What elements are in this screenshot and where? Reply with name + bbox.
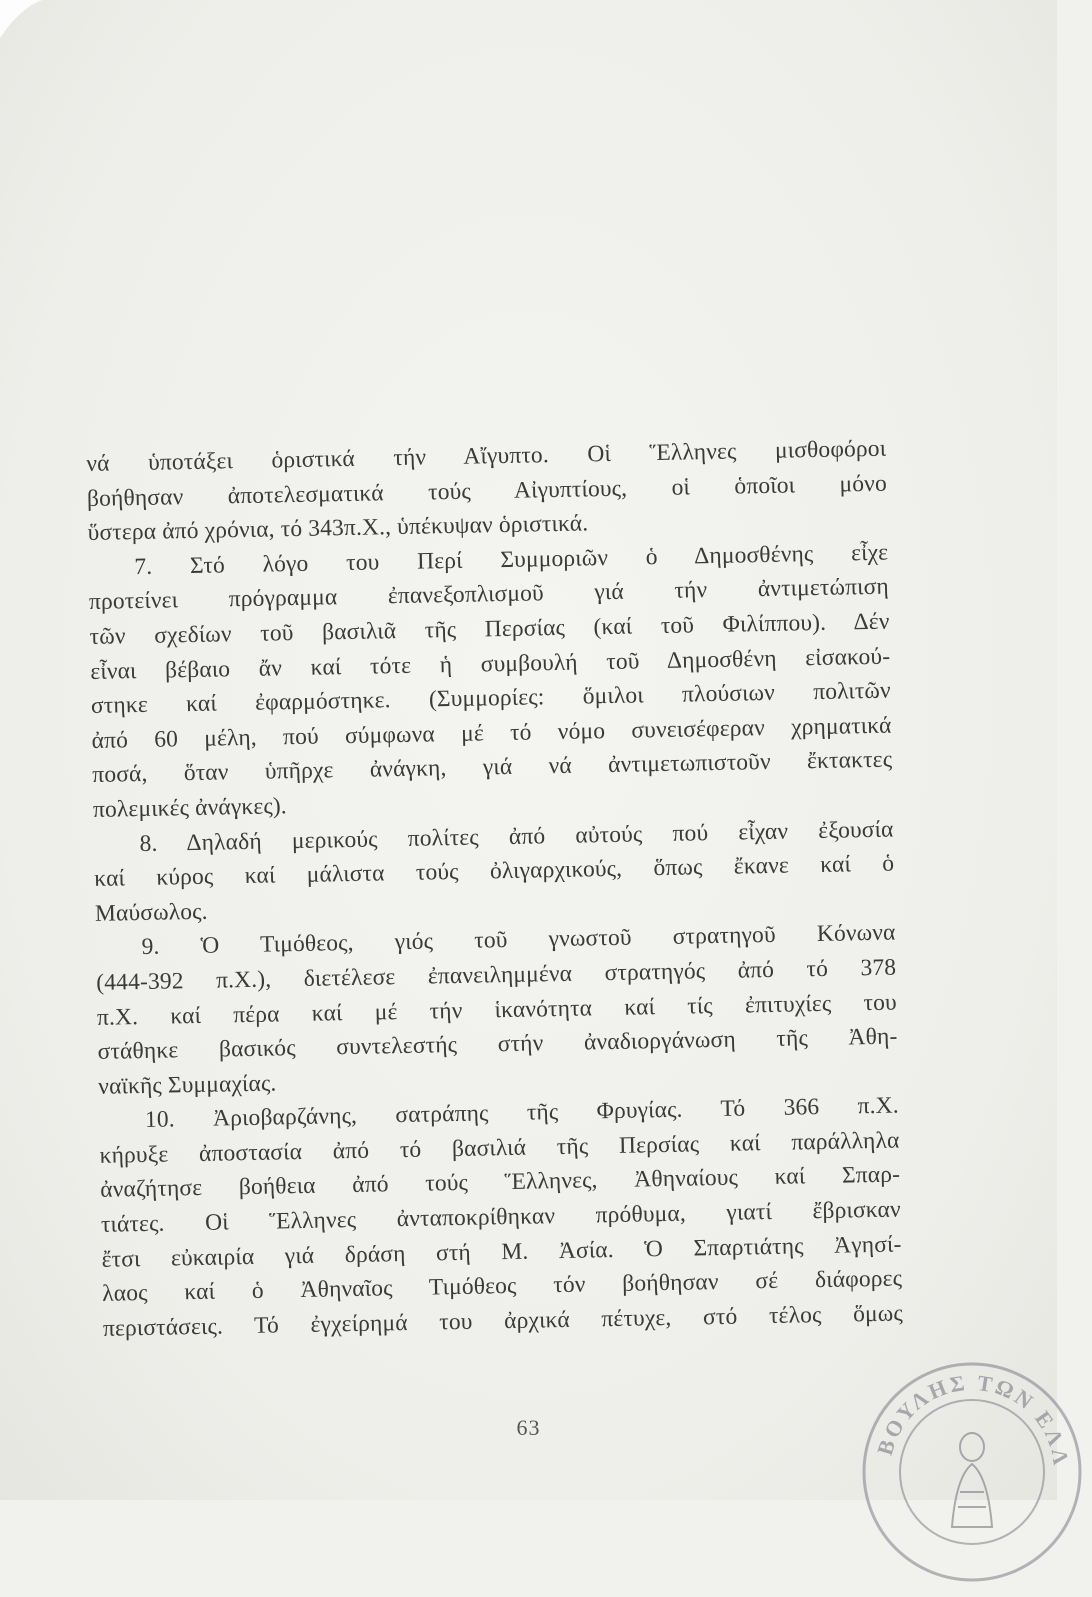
text-line: τῶν σχεδίων τοῦ βασιλιᾶ τῆς Περσίας (καί τοῦ Φιλίππου). Δέν bbox=[89, 608, 890, 650]
note-7-start: 7. Στό λόγο του Περί Συμμοριῶν ὁ Δημοσθένης εἶχε bbox=[134, 539, 889, 580]
text-line: λαος καί ὁ Ἀθηναῖος Τιμόθεος τόν βοήθησαν σέ διάφορες bbox=[102, 1265, 903, 1308]
text-line: τιάτες. Οἱ Ἕλληνες ἀνταποκρίθηκαν πρόθυμα, γιατί ἔβρισκαν bbox=[100, 1196, 902, 1238]
text-line: στάθηκε βασικός συντελεστής στήν ἀναδιοργάνωση τῆς Ἀθη- bbox=[97, 1023, 898, 1065]
text-line: ἀπό 60 μέλη, πού σύμφωνα μέ τό νόμο συνεισέφεραν χρηματικά bbox=[91, 712, 892, 754]
text-line: εἶναι βέβαιο ἄν καί τότε ἡ συμβουλή τοῦ Δημοσθένη εἰσακού- bbox=[90, 643, 891, 685]
text-line: περιστάσεις. Τό ἐγχείρημά του ἀρχικά πέτυχε, στό τέλος ὅμως bbox=[102, 1300, 904, 1342]
text-line: ἔτσι εὐκαιρία γιά δράση στή Μ. Ἀσία. Ὁ Σπαρτιάτης Ἀγησί- bbox=[101, 1231, 902, 1273]
text-line: καί κύρος καί μάλιστα τούς ὀλιγαρχικούς, ὅπως ἔκανε καί ὁ bbox=[94, 850, 895, 893]
text-line: νά ὑποτάξει ὁριστικά τήν Αἴγυπτο. Οἱ Ἕλληνες μισθοφόροι bbox=[86, 435, 887, 477]
text-line: (444-392 π.Χ.), διετέλεσε ἐπανειλημμένα στρατηγός ἀπό τό 378 bbox=[96, 954, 897, 996]
page-number: 63 bbox=[516, 1415, 541, 1440]
text-line: π.Χ. καί πέρα καί μέ τήν ἱκανότητα καί τίς ἐπιτυχίες του bbox=[96, 989, 898, 1031]
text-line: ὕστερα ἀπό χρόνια, τό 343π.Χ., ὑπέκυψαν ὁριστικά. bbox=[87, 510, 589, 547]
text-line: κήρυξε ἀποστασία ἀπό τό βασιλιά τῆς Περσίας καί παράλληλα bbox=[99, 1127, 900, 1169]
text-line: Μαύσωλος. bbox=[94, 898, 208, 927]
text-line: ἀναζήτησε βοήθεια ἀπό τούς Ἕλληνες, Ἀθηναίους καί Σπαρ- bbox=[100, 1161, 901, 1204]
endnotes-text bbox=[86, 432, 903, 1347]
note-10-start: 10. Ἀριοβαρζάνης, σατράπης τῆς Φρυγίας. Τό 366 π.Χ. bbox=[144, 1092, 900, 1134]
note-9-start: 9. Ὁ Τιμόθεος, γιός τοῦ γνωστοῦ στρατηγοῦ Κόνωνα bbox=[141, 919, 896, 961]
scan-corner-mark bbox=[0, 0, 60, 60]
stamp-text: ΒΟΥΛΗΣ ΤΩΝ ΕΛΛ bbox=[871, 1369, 1075, 1470]
library-stamp bbox=[852, 1352, 1092, 1592]
text-line: προτείνει πρόγραμμα ἐπανεξοπλισμοῦ γιά τήν ἀντιμετώπιση bbox=[88, 573, 890, 616]
text-line: ποσά, ὅταν ὑπῆρχε ἀνάγκη, γιά νά ἀντιμετωπιστοῦν ἔκτακτες bbox=[92, 746, 893, 789]
text-line: στηκε καί ἐφαρμόστηκε. (Συμμορίες: ὅμιλοι πλούσιων πολιτῶν bbox=[90, 677, 892, 720]
text-line: πολεμικές ἀνάγκες). bbox=[92, 793, 288, 823]
text-line: ναϊκῆς Συμμαχίας. bbox=[98, 1070, 277, 1100]
note-8-start: 8. Δηλαδή μερικούς πολίτες ἀπό αὐτούς πού εἶχαν ἐξουσία bbox=[139, 816, 894, 857]
text-line: βοήθησαν ἀποτελεσματικά τούς Αἰγυπτίους, οἱ ὁποῖοι μόνο bbox=[86, 470, 888, 512]
